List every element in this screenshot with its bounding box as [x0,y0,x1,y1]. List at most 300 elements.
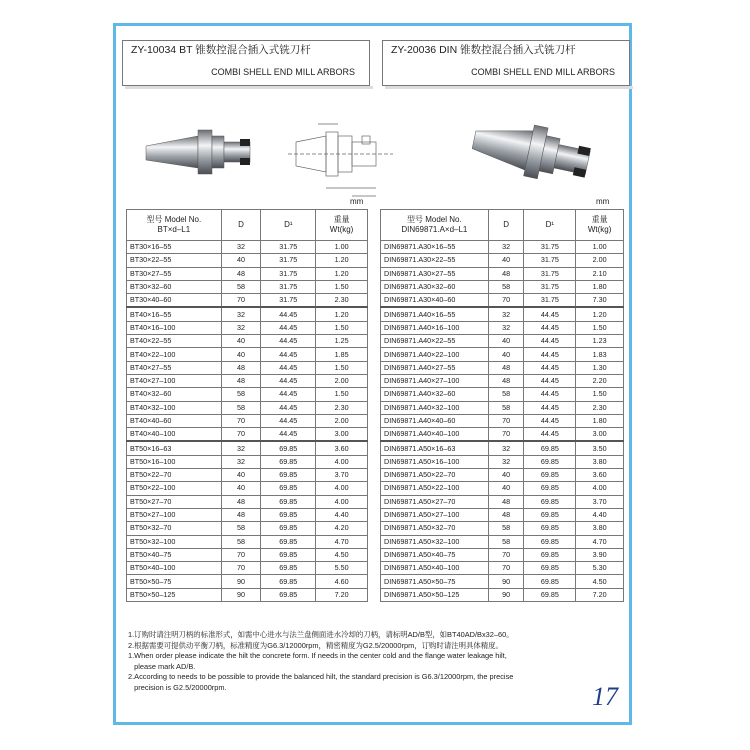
model-cell: BT50×32–100 [127,535,222,548]
table-row [381,335,624,348]
model-cell: BT40×16–55 [127,307,222,321]
d-cell: 32 [488,307,524,321]
table-row [381,388,624,401]
table-row [127,267,368,280]
table-row [381,495,624,508]
col-header-d1: D¹ [261,210,316,241]
d-cell: 58 [221,280,261,293]
table-row [127,348,368,361]
d-cell: 48 [488,508,524,521]
weight-cell: 4.50 [316,548,368,561]
d1-cell: 69.85 [261,482,316,495]
d1-cell: 44.45 [524,374,576,387]
d-cell: 40 [488,254,524,267]
table-row [127,428,368,442]
weight-cell: 2.00 [316,414,368,427]
table-row [127,335,368,348]
table-row [381,469,624,482]
col-header-weight: 重量 Wt(kg) [576,210,624,241]
d1-cell: 69.85 [261,508,316,521]
d1-cell: 69.85 [524,495,576,508]
model-cell: DIN69871.A50×22–100 [381,482,489,495]
left-unit-label: mm [350,197,364,206]
weight-cell: 4.00 [316,455,368,468]
page-frame [113,23,632,725]
d1-cell: 44.45 [524,307,576,321]
d-cell: 40 [488,335,524,348]
d-cell: 40 [221,335,261,348]
weight-cell: 3.90 [576,548,624,561]
d1-cell: 44.45 [261,414,316,427]
model-cell: BT40×22–100 [127,348,222,361]
model-cell: DIN69871.A50×50–75 [381,575,489,588]
weight-cell: 3.00 [316,428,368,442]
d1-cell: 31.75 [261,254,316,267]
d-cell: 70 [221,428,261,442]
table-row [127,321,368,334]
model-cell: DIN69871.A50×32–100 [381,535,489,548]
weight-cell: 5.50 [316,562,368,575]
weight-cell: 4.70 [576,535,624,548]
weight-cell: 7.20 [316,588,368,601]
weight-cell: 3.50 [576,441,624,455]
weight-cell: 4.00 [316,482,368,495]
table-row [381,548,624,561]
model-cell: DIN69871.A40×27–55 [381,361,489,374]
d1-cell: 69.85 [524,562,576,575]
d1-cell: 69.85 [524,575,576,588]
model-cell: BT50×16–100 [127,455,222,468]
weight-cell: 1.50 [576,388,624,401]
right-header [382,38,627,100]
table-row [381,401,624,414]
weight-cell: 1.50 [316,361,368,374]
weight-cell: 1.20 [316,254,368,267]
table-row [381,522,624,535]
model-cell: DIN69871.A40×40–60 [381,414,489,427]
d1-cell: 44.45 [524,348,576,361]
d-cell: 58 [488,388,524,401]
d-cell: 70 [221,294,261,308]
model-cell: DIN69871.A40×32–100 [381,401,489,414]
model-cell: DIN69871.A50×16–63 [381,441,489,455]
d-cell: 48 [221,374,261,387]
weight-cell: 1.50 [576,321,624,334]
d-cell: 70 [488,294,524,308]
din-arbor-photo [466,106,606,206]
table-row [381,575,624,588]
d1-cell: 69.85 [261,588,316,601]
d-cell: 58 [488,522,524,535]
d1-cell: 44.45 [261,428,316,442]
d1-cell: 44.45 [524,428,576,442]
table-row [127,254,368,267]
model-cell: DIN69871.A50×16–100 [381,455,489,468]
d1-cell: 69.85 [261,441,316,455]
model-cell: BT30×40–60 [127,294,222,308]
d1-cell: 69.85 [524,588,576,601]
model-cell: DIN69871.A30×16–55 [381,241,489,254]
d1-cell: 44.45 [261,348,316,361]
weight-cell: 2.30 [316,294,368,308]
table-row [381,414,624,427]
table-row [381,294,624,308]
weight-cell: 2.00 [576,254,624,267]
model-cell: DIN69871.A50×22–70 [381,469,489,482]
weight-cell: 1.23 [576,335,624,348]
model-cell: BT30×22–55 [127,254,222,267]
d1-cell: 31.75 [524,294,576,308]
table-row [127,562,368,575]
d-cell: 90 [221,588,261,601]
weight-cell: 4.20 [316,522,368,535]
table-row [381,321,624,334]
d1-cell: 31.75 [261,280,316,293]
d1-cell: 44.45 [524,388,576,401]
d1-cell: 44.45 [261,361,316,374]
d-cell: 32 [488,441,524,455]
model-cell: DIN69871.A40×32–60 [381,388,489,401]
d-cell: 90 [488,588,524,601]
table-row [127,307,368,321]
table-row [127,414,368,427]
notes [128,630,628,694]
weight-cell: 4.40 [576,508,624,521]
table-row [381,441,624,455]
note-line: 2.According to needs to be possible to provide the balanced hilt, the standard precision is G6.3/12000rpm, the precise [128,672,514,682]
d1-cell: 31.75 [524,254,576,267]
d-cell: 40 [488,469,524,482]
model-cell: BT30×16–55 [127,241,222,254]
weight-cell: 2.30 [316,401,368,414]
model-cell: BT50×27–100 [127,508,222,521]
weight-cell: 7.30 [576,294,624,308]
table-row [127,401,368,414]
weight-cell: 1.25 [316,335,368,348]
d1-cell: 69.85 [524,455,576,468]
model-cell: BT40×32–100 [127,401,222,414]
weight-cell: 1.00 [316,241,368,254]
d1-cell: 69.85 [524,508,576,521]
d1-cell: 44.45 [261,374,316,387]
weight-cell: 4.00 [576,482,624,495]
d-cell: 48 [221,495,261,508]
din-spec-table [380,209,624,602]
table-row [127,508,368,521]
d1-cell: 31.75 [261,241,316,254]
weight-cell: 1.83 [576,348,624,361]
d1-cell: 69.85 [261,522,316,535]
note-line: precision is G2.5/20000rpm. [128,682,227,692]
weight-cell: 3.60 [316,441,368,455]
d1-cell: 44.45 [261,388,316,401]
weight-cell: 3.00 [576,428,624,442]
weight-cell: 1.50 [316,321,368,334]
model-cell: BT40×40–60 [127,414,222,427]
weight-cell: 4.50 [576,575,624,588]
table-row [127,441,368,455]
table-row [127,575,368,588]
table-row [381,508,624,521]
model-cell: BT40×32–60 [127,388,222,401]
model-cell: BT50×32–70 [127,522,222,535]
table-row [127,522,368,535]
d-cell: 48 [221,267,261,280]
table-row [127,455,368,468]
col-header-weight: 重量 Wt(kg) [316,210,368,241]
model-cell: DIN69871.A40×22–55 [381,335,489,348]
d-cell: 58 [221,388,261,401]
d-cell: 48 [488,374,524,387]
model-cell: BT40×22–55 [127,335,222,348]
table-row [381,348,624,361]
table-row [127,469,368,482]
bt-arbor-photo [136,106,266,206]
model-cell: DIN69871.A50×40–100 [381,562,489,575]
d1-cell: 44.45 [524,401,576,414]
model-cell: BT30×27–55 [127,267,222,280]
d1-cell: 44.45 [261,307,316,321]
weight-cell: 3.70 [576,495,624,508]
model-cell: DIN69871.A50×27–100 [381,508,489,521]
model-cell: BT50×40–75 [127,548,222,561]
right-subtitle: COMBI SHELL END MILL ARBORS [382,58,630,86]
model-cell: BT40×27–100 [127,374,222,387]
d1-cell: 69.85 [524,535,576,548]
weight-cell: 1.80 [576,414,624,427]
table-row [381,361,624,374]
model-cell: DIN69871.A40×16–55 [381,307,489,321]
d1-cell: 69.85 [261,575,316,588]
d1-cell: 44.45 [524,361,576,374]
d-cell: 70 [221,548,261,561]
weight-cell: 3.80 [576,522,624,535]
d-cell: 90 [221,575,261,588]
note-line: please mark AD/B. [128,661,196,671]
table-row [127,280,368,293]
model-cell: DIN69871.A50×50–125 [381,588,489,601]
d-cell: 40 [221,254,261,267]
d-cell: 48 [488,495,524,508]
weight-cell: 1.20 [576,307,624,321]
d1-cell: 31.75 [261,294,316,308]
d-cell: 70 [221,562,261,575]
d-cell: 48 [221,361,261,374]
left-title: ZY-10034 BT 锥数控混合插入式铣刀杆 [122,40,370,58]
d-cell: 32 [488,241,524,254]
table-row [127,482,368,495]
model-cell: BT50×22–70 [127,469,222,482]
d-cell: 90 [488,575,524,588]
weight-cell: 1.20 [316,307,368,321]
d1-cell: 44.45 [524,321,576,334]
model-cell: DIN69871.A40×40–100 [381,428,489,442]
right-title: ZY-20036 DIN 锥数控混合插入式铣刀杆 [382,40,630,58]
col-header-d: D [488,210,524,241]
d-cell: 40 [221,469,261,482]
weight-cell: 5.30 [576,562,624,575]
d-cell: 70 [488,414,524,427]
bt-spec-table [126,209,368,602]
d1-cell: 69.85 [261,548,316,561]
note-line: 1.When order please indicate the hilt the concrete form. If needs in the center cold and the flange water leakage hilt, [128,651,507,661]
table-row [381,482,624,495]
d-cell: 70 [488,548,524,561]
weight-cell: 1.50 [316,388,368,401]
weight-cell: 3.70 [316,469,368,482]
d-cell: 70 [221,414,261,427]
weight-cell: 4.00 [316,495,368,508]
model-cell: BT50×16–63 [127,441,222,455]
right-header-shadow [385,86,633,89]
model-cell: DIN69871.A30×22–55 [381,254,489,267]
table-row [381,374,624,387]
bt-arbor-drawing [288,106,398,206]
d-cell: 48 [488,361,524,374]
table-row [127,548,368,561]
d-cell: 40 [488,482,524,495]
d-cell: 40 [221,482,261,495]
d-cell: 58 [488,401,524,414]
d-cell: 58 [221,522,261,535]
d-cell: 70 [488,428,524,442]
model-cell: BT40×27–55 [127,361,222,374]
model-cell: DIN69871.A30×27–55 [381,267,489,280]
left-header-shadow [125,86,373,89]
model-cell: DIN69871.A40×22–100 [381,348,489,361]
weight-cell: 1.50 [316,280,368,293]
model-cell: DIN69871.A50×40–75 [381,548,489,561]
table-row [381,241,624,254]
d1-cell: 69.85 [261,455,316,468]
model-cell: DIN69871.A40×16–100 [381,321,489,334]
d-cell: 32 [221,455,261,468]
weight-cell: 4.40 [316,508,368,521]
note-line: 1.订购时请注明刀柄的标准形式，如需中心进水与法兰盘侧面进水冷却的刀柄，请标明AD/B型，如BT40AD/Bx32–60。 [128,630,514,639]
model-cell: BT40×16–100 [127,321,222,334]
weight-cell: 2.30 [576,401,624,414]
table-row [381,254,624,267]
model-cell: DIN69871.A50×32–70 [381,522,489,535]
d-cell: 70 [488,562,524,575]
model-cell: BT50×40–100 [127,562,222,575]
table-row [381,307,624,321]
d-cell: 32 [221,321,261,334]
d1-cell: 69.85 [524,469,576,482]
d1-cell: 31.75 [524,267,576,280]
model-cell: DIN69871.A30×32–60 [381,280,489,293]
d-cell: 40 [488,348,524,361]
d-cell: 48 [488,267,524,280]
col-header-model: 型号 Model No. DIN69871.A×d–L1 [381,210,489,241]
d-cell: 32 [221,441,261,455]
model-cell: DIN69871.A40×27–100 [381,374,489,387]
model-cell: BT40×40–100 [127,428,222,442]
d-cell: 58 [488,535,524,548]
table-row [381,428,624,442]
weight-cell: 7.20 [576,588,624,601]
left-header [122,38,367,100]
table-row [127,361,368,374]
col-header-model: 型号 Model No. BT×d–L1 [127,210,222,241]
table-row [381,280,624,293]
d-cell: 58 [221,535,261,548]
d1-cell: 44.45 [524,414,576,427]
model-cell: BT30×32–60 [127,280,222,293]
d1-cell: 31.75 [261,267,316,280]
d-cell: 32 [221,241,261,254]
d-cell: 32 [488,455,524,468]
d1-cell: 69.85 [524,548,576,561]
weight-cell: 4.60 [316,575,368,588]
d1-cell: 31.75 [524,280,576,293]
weight-cell: 1.30 [576,361,624,374]
weight-cell: 2.00 [316,374,368,387]
weight-cell: 1.80 [576,280,624,293]
col-header-d1: D¹ [524,210,576,241]
d1-cell: 69.85 [261,495,316,508]
d1-cell: 44.45 [261,335,316,348]
table-row [381,455,624,468]
d-cell: 40 [221,348,261,361]
d1-cell: 69.85 [261,562,316,575]
d1-cell: 44.45 [261,401,316,414]
page-number: 17 [592,682,618,711]
note-line: 2.根据需要可提供动平衡刀柄，标准精度为G6.3/12000rpm，精密精度为G2.5/20000rpm，订购时请注明具体精度。 [128,640,503,650]
d1-cell: 69.85 [524,482,576,495]
model-cell: BT50×50–125 [127,588,222,601]
d-cell: 32 [221,307,261,321]
weight-cell: 1.00 [576,241,624,254]
table-row [127,495,368,508]
weight-cell: 3.80 [576,455,624,468]
d1-cell: 69.85 [261,469,316,482]
model-cell: BT50×27–70 [127,495,222,508]
table-row [381,267,624,280]
weight-cell: 1.85 [316,348,368,361]
table-row [127,374,368,387]
table-row [127,388,368,401]
table-row [381,535,624,548]
weight-cell: 3.60 [576,469,624,482]
table-row [381,562,624,575]
model-cell: DIN69871.A50×27–70 [381,495,489,508]
weight-cell: 4.70 [316,535,368,548]
model-cell: BT50×50–75 [127,575,222,588]
table-row [127,588,368,601]
table-row [127,535,368,548]
d1-cell: 31.75 [524,241,576,254]
weight-cell: 2.10 [576,267,624,280]
d-cell: 48 [221,508,261,521]
right-unit-label: mm [596,197,610,206]
d1-cell: 69.85 [524,441,576,455]
table-row [127,241,368,254]
model-cell: DIN69871.A30×40–60 [381,294,489,308]
d-cell: 58 [488,280,524,293]
d1-cell: 69.85 [261,535,316,548]
model-cell: BT50×22–100 [127,482,222,495]
d1-cell: 69.85 [524,522,576,535]
table-row [381,588,624,601]
d1-cell: 44.45 [524,335,576,348]
d1-cell: 44.45 [261,321,316,334]
weight-cell: 2.20 [576,374,624,387]
d-cell: 32 [488,321,524,334]
d-cell: 58 [221,401,261,414]
weight-cell: 1.20 [316,267,368,280]
left-subtitle: COMBI SHELL END MILL ARBORS [122,58,370,86]
